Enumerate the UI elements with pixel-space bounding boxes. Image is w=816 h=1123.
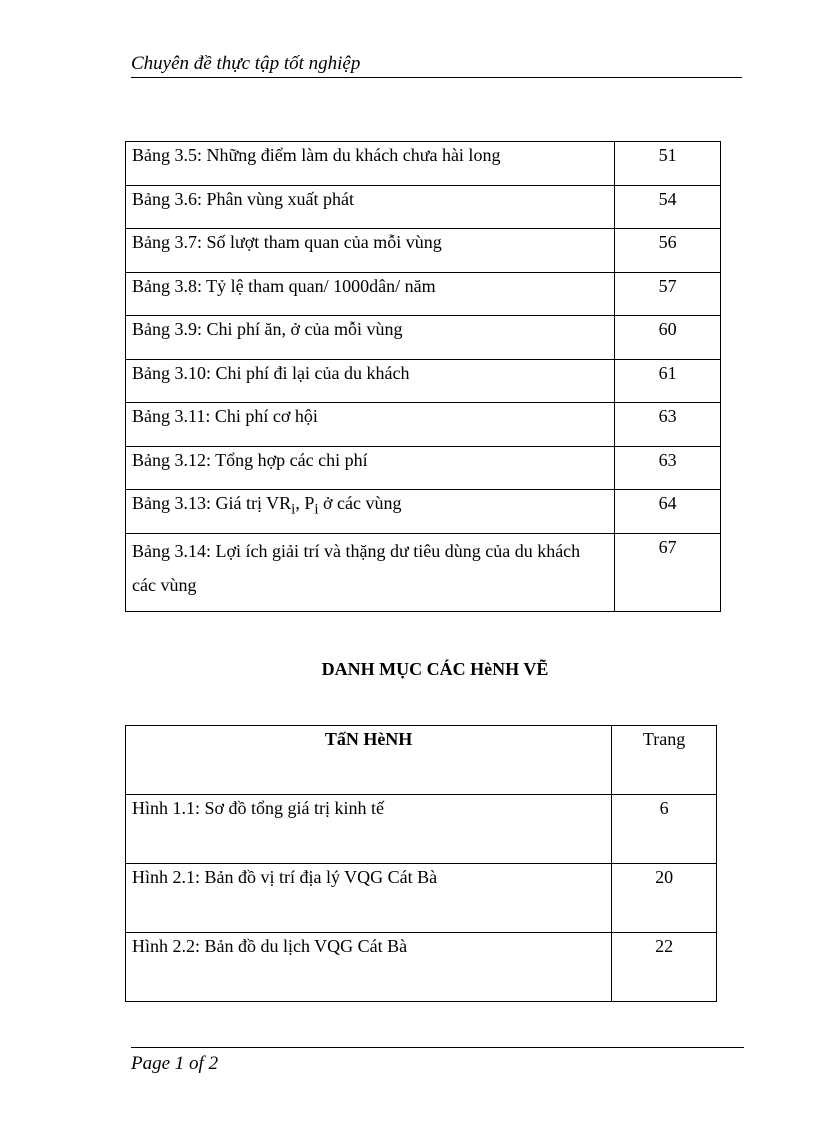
table-page: 54 bbox=[615, 185, 721, 229]
table-row bbox=[126, 316, 721, 360]
table-page: 60 bbox=[615, 316, 721, 360]
table-header-row bbox=[126, 726, 717, 795]
subscript-i: i bbox=[314, 501, 319, 518]
table-page: 64 bbox=[615, 490, 721, 534]
column-header-page: Trang bbox=[612, 726, 717, 795]
column-header-name: TấN HèNH bbox=[126, 726, 612, 795]
table-row bbox=[126, 446, 721, 490]
label-mid: , P bbox=[295, 493, 315, 513]
table-page: 51 bbox=[615, 142, 721, 186]
page-header bbox=[131, 51, 742, 78]
table-row bbox=[126, 933, 717, 1002]
table-row bbox=[126, 490, 721, 534]
table-label: Bảng 3.10: Chi phí đi lại của du khách bbox=[126, 359, 615, 403]
table-row bbox=[126, 142, 721, 186]
table-page: 56 bbox=[615, 229, 721, 273]
label-prefix: Bảng 3.13: Giá trị VR bbox=[132, 493, 292, 513]
table-label bbox=[126, 490, 615, 534]
page-footer bbox=[131, 1047, 744, 1074]
figure-label: Hình 2.2: Bản đồ du lịch VQG Cát Bà bbox=[126, 933, 612, 1002]
header-title: Chuyên đề thực tập tốt nghiệp bbox=[131, 53, 361, 74]
table-page: 63 bbox=[615, 403, 721, 447]
table-row bbox=[126, 403, 721, 447]
table-row bbox=[126, 359, 721, 403]
table-row bbox=[126, 185, 721, 229]
figure-label: Hình 1.1: Sơ đồ tổng giá trị kinh tế bbox=[126, 795, 612, 864]
figures-list bbox=[125, 725, 717, 1002]
figure-label: Hình 2.1: Bản đồ vị trí địa lý VQG Cát Bà bbox=[126, 864, 612, 933]
tables-list bbox=[125, 141, 721, 612]
table-page: 63 bbox=[615, 446, 721, 490]
table-label: Bảng 3.5: Những điểm làm du khách chưa hài long bbox=[126, 142, 615, 186]
figure-page: 6 bbox=[612, 795, 717, 864]
table-label: Bảng 3.12: Tổng hợp các chi phí bbox=[126, 446, 615, 490]
table-row bbox=[126, 795, 717, 864]
table-label: Bảng 3.8: Tỷ lệ tham quan/ 1000dân/ năm bbox=[126, 272, 615, 316]
table-label: Bảng 3.9: Chi phí ăn, ở của mỗi vùng bbox=[126, 316, 615, 360]
table-page: 57 bbox=[615, 272, 721, 316]
footer-page-info: Page 1 of 2 bbox=[131, 1053, 219, 1074]
table-label: Bảng 3.7: Số lượt tham quan của mỗi vùng bbox=[126, 229, 615, 273]
table-row bbox=[126, 272, 721, 316]
table-label: Bảng 3.14: Lợi ích giải trí và thặng dư tiêu dùng của du khách các vùng bbox=[126, 533, 615, 611]
table-row bbox=[126, 864, 717, 933]
table-page: 67 bbox=[615, 533, 721, 611]
figure-page: 22 bbox=[612, 933, 717, 1002]
table-row bbox=[126, 229, 721, 273]
label-suffix: ở các vùng bbox=[318, 493, 402, 513]
figure-page: 20 bbox=[612, 864, 717, 933]
figures-section-title: DANH MỤC CÁC HèNH VẼ bbox=[321, 659, 549, 679]
table-label: Bảng 3.11: Chi phí cơ hội bbox=[126, 403, 615, 447]
table-page: 61 bbox=[615, 359, 721, 403]
subscript-i: i bbox=[291, 501, 296, 518]
table-label: Bảng 3.6: Phân vùng xuất phát bbox=[126, 185, 615, 229]
table-row bbox=[126, 533, 721, 611]
